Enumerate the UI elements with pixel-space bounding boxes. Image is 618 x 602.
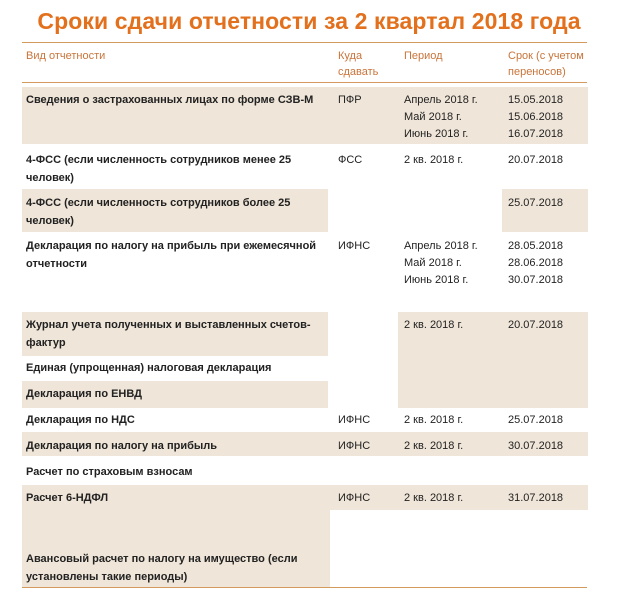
row-0-period-0: Апрель 2018 г. (404, 94, 478, 106)
row-4-report: Журнал учета полученных и выставленных счетов-фактур (26, 319, 311, 349)
row-4-date-0: 20.07.2018 (508, 319, 564, 331)
row-6-report: Декларация по ЕНВД (26, 388, 143, 400)
row-3-date-0: 28.05.2018 (508, 240, 564, 252)
header-col-report: Вид отчетности (26, 50, 106, 62)
page-title: Сроки сдачи отчетности за 2 квартал 2018 года (37, 8, 581, 34)
row-3-report: Декларация по налогу на прибыль при ежемесячной отчетности (26, 240, 317, 270)
header-col-deadline: Срок (с учетом переносов) (508, 50, 584, 78)
row-0-period-1: Май 2018 г. (404, 111, 462, 123)
row-9-report: Расчет по страховым взносам (26, 466, 193, 478)
row-8-period-0: 2 кв. 2018 г. (404, 440, 464, 452)
row-10-report: Расчет 6-НДФЛ (26, 492, 109, 504)
header-col-where: Куда сдавать (338, 50, 379, 78)
row-1-where: ФСС (338, 154, 363, 166)
row-1-report: 4-ФСС (если численность сотрудников менее 25 человек) (26, 154, 292, 184)
row-3-where: ИФНС (338, 240, 371, 252)
row-0-date-1: 15.06.2018 (508, 111, 564, 123)
row-0-date-2: 16.07.2018 (508, 128, 564, 140)
row-7-period-0: 2 кв. 2018 г. (404, 414, 464, 426)
row-10-where: ИФНС (338, 492, 371, 504)
row-3-period-1: Май 2018 г. (404, 257, 462, 269)
row-8-date-0: 30.07.2018 (508, 440, 564, 452)
row-8-where: ИФНС (338, 440, 371, 452)
row-7-report: Декларация по НДС (26, 414, 135, 426)
row-0-date-0: 15.05.2018 (508, 94, 564, 106)
row-0-where: ПФР (338, 94, 362, 106)
row-7-where: ИФНС (338, 414, 371, 426)
row-8-report: Декларация по налогу на прибыль (26, 440, 218, 452)
row-0-report: Сведения о застрахованных лицах по форме СЗВ-М (26, 94, 314, 106)
row-3-period-2: Июнь 2018 г. (404, 274, 469, 286)
row-2-date-0: 25.07.2018 (508, 197, 564, 209)
table-bottom-line (22, 587, 587, 588)
row-2-report: 4-ФСС (если численность сотрудников более 25 человек) (26, 197, 291, 227)
header-col-period: Период (404, 50, 443, 62)
header-bottom-line (22, 82, 587, 83)
row-4-period-0: 2 кв. 2018 г. (404, 319, 464, 331)
row-3-date-1: 28.06.2018 (508, 257, 564, 269)
row-7-date-0: 25.07.2018 (508, 414, 564, 426)
header-top-line (22, 42, 587, 43)
row-11-report: Авансовый расчет по налогу на имущество (если установлены такие периоды) (26, 553, 298, 583)
row-0-period-2: Июнь 2018 г. (404, 128, 469, 140)
row-3-period-0: Апрель 2018 г. (404, 240, 478, 252)
row-1-date-0: 20.07.2018 (508, 154, 564, 166)
row-3-date-2: 30.07.2018 (508, 274, 564, 286)
row-1-period-0: 2 кв. 2018 г. (404, 154, 464, 166)
row-10-period-0: 2 кв. 2018 г. (404, 492, 464, 504)
row-5-report: Единая (упрощенная) налоговая декларация (26, 362, 272, 374)
row-10-date-0: 31.07.2018 (508, 492, 564, 504)
